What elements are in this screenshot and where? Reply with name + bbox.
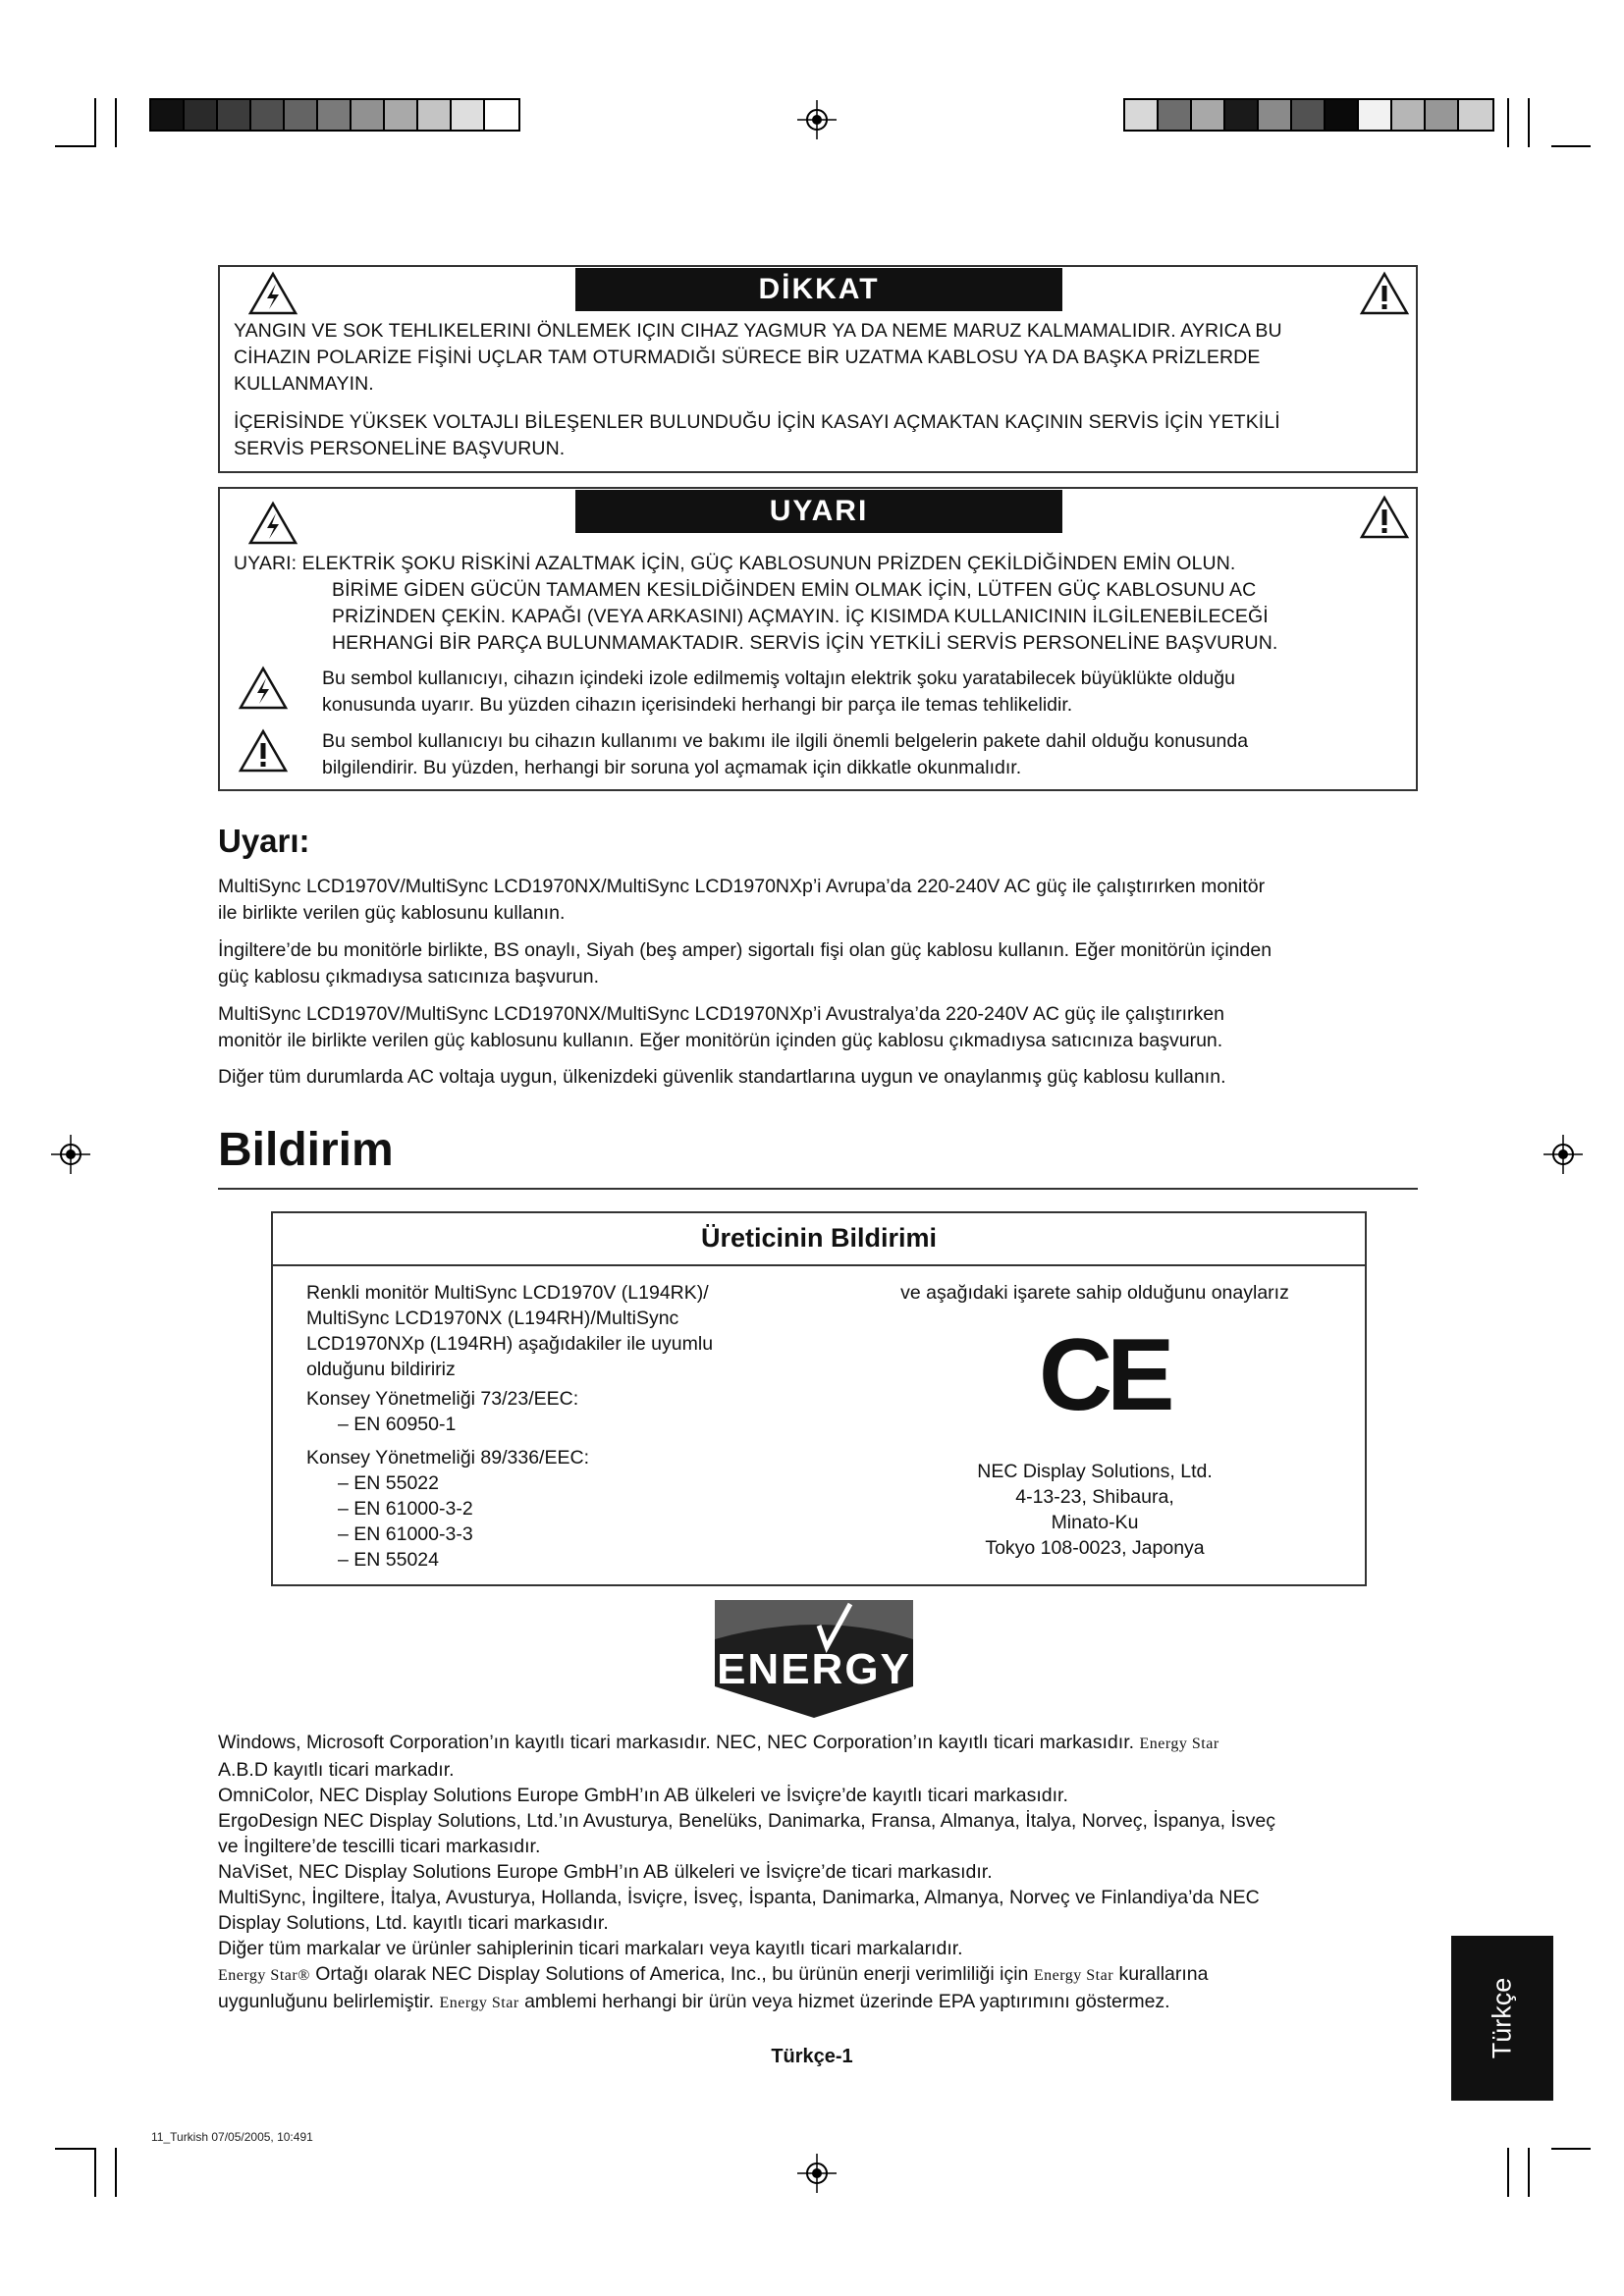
color-swatch: [485, 100, 518, 130]
color-swatch: [185, 100, 218, 130]
registration-mark-icon: [1543, 1135, 1583, 1174]
color-bar-left: [149, 98, 520, 132]
color-swatch: [1292, 100, 1326, 130]
energy-star-rules-text: kurallarına: [1118, 1963, 1209, 1985]
trademark-other: Diğer tüm markalar ve ürünler sahiplerinin ticari markaları veya kayıtlı ticari markalarıdır.: [218, 1938, 963, 1959]
dikkat-heading: DİKKAT: [575, 268, 1062, 311]
trademarks-block: [218, 1730, 1418, 2016]
uyari-paragraph-3: MultiSync LCD1970V/MultiSync LCD1970NX/MultiSync LCD1970NXp’i Avustralya’da 220-240V AC güç ile çalıştırırken monitör ile birlikte verilen güç kablosunu kullanın. Eğer monitörün içinden güç kablosu çıkmadıysa satıcınıza başvurun.: [218, 1003, 1224, 1051]
trademark-windows-nec: Windows, Microsoft Corporation’ın kayıtlı ticari markasıdır. NEC, NEC Corporation’ın kayıtlı ticari markasıdır.: [218, 1732, 1135, 1753]
color-swatch: [1259, 100, 1292, 130]
color-swatch: [418, 100, 452, 130]
declaration-right-intro: ve aşağıdaki işarete sahip olduğunu onaylarız: [900, 1282, 1289, 1304]
lightning-warning-icon: [247, 271, 298, 316]
manufacturer-declaration-box: [271, 1211, 1367, 1586]
language-side-tab-label: Türkçe: [1487, 1977, 1517, 2059]
uyari-heading: UYARI: [575, 490, 1062, 533]
color-swatch: [318, 100, 352, 130]
color-swatch: [1392, 100, 1426, 130]
energy-logo-text: ENERGY: [717, 1645, 911, 1693]
exclamation-warning-icon: [238, 728, 289, 774]
footer-slug: 11_Turkish 07/05/2005, 10:491: [151, 2130, 313, 2144]
energy-star-conformity-text: uygunluğunu belirlemiştir.: [218, 1991, 435, 2012]
color-swatch: [1159, 100, 1192, 130]
energy-star-name: Energy Star®: [218, 1967, 310, 1984]
dikkat-text: YANGIN VE SOK TEHLIKELERINI ÖNLEMEK IÇIN CIHAZ YAGMUR YA DA NEME MARUZ KALMAMALIDIR. AYRICA BU CİHAZIN POLARİZE FİŞİNİ UÇLAR TAM OTURMADIĞI SÜRECE BİR UZATMA KABLOSU YA DA BAŞKA PRİZLERDE KULLANMAYIN. İÇERİSİNDE YÜKSEK VOLTAJLI BİLEŞENLER BULUNDUĞU İÇİN KASAYI AÇMAKTAN KAÇININ SERVİS İÇİN YETKİLİ SERVİS PERSONELİNE BAŞVURUN.: [234, 320, 1282, 459]
exclamation-warning-icon: [1359, 271, 1410, 316]
color-swatch: [218, 100, 251, 130]
bildirim-rule: [218, 1188, 1418, 1190]
uyari-paragraph-1: MultiSync LCD1970V/MultiSync LCD1970NX/MultiSync LCD1970NXp’i Avrupa’da 220-240V AC güç ile çalıştırırken monitör ile birlikte verilen güç kablosunu kullanın.: [218, 876, 1266, 924]
dikkat-box: [218, 265, 1418, 473]
trademark-ergodesign-2: ve İngiltere’de tescilli ticari markasıdır.: [218, 1836, 541, 1857]
trademark-multisync-1: MultiSync, İngiltere, İtalya, Avusturya, Hollanda, İsviçre, İsveç, İspanta, Danimarka, Almanya, Norveç ve Finlandiya’da NEC: [218, 1887, 1260, 1908]
color-swatch: [352, 100, 385, 130]
color-swatch: [1426, 100, 1459, 130]
color-swatch: [151, 100, 185, 130]
lightning-warning-icon: [247, 501, 298, 546]
energy-star-logo: [711, 1600, 917, 1718]
energy-star-name: Energy Star: [439, 1995, 519, 2011]
lightning-warning-icon: [238, 666, 289, 711]
page-number: Türkçe-1: [771, 2046, 853, 2067]
ce-mark-icon: CE: [1039, 1318, 1169, 1432]
energy-star-name: Energy Star: [1033, 1967, 1114, 1984]
uyari-box-text: UYARI: ELEKTRİK ŞOKU RİSKİNİ AZALTMAK İÇİN, GÜÇ KABLOSUNUN PRİZDEN ÇEKİLDİĞİNDEN EMİN OLUN. BİRİME GİDEN GÜCÜN TAMAMEN KESİLDİĞİNDEN EMİN OLMAK İÇİN, LÜTFEN GÜÇ KABLOSUNU AC PRİZİNDEN ÇEKİN. KAPAĞI (VEYA ARKASINI) AÇMAYIN. İÇ KISIMDA KULLANICININ İLGİLENEBİLECEĞİ HERHANGİ BİR PARÇA BULUNMAMAKTADIR. SERVİS İÇİN YETKİLİ SERVİS PERSONELİNE BAŞVURUN.: [234, 553, 1278, 654]
color-swatch: [1125, 100, 1159, 130]
color-swatch: [1359, 100, 1392, 130]
color-swatch: [1326, 100, 1359, 130]
color-swatch: [1459, 100, 1492, 130]
registration-mark-icon: [797, 2154, 837, 2193]
declaration-title: Üreticinin Bildirimi: [700, 1223, 938, 1253]
uyari-box: [218, 487, 1418, 791]
declaration-divider: [273, 1264, 1365, 1266]
manufacturer-address: NEC Display Solutions, Ltd. 4-13-23, Shibaura, Minato-Ku Tokyo 108-0023, Japonya: [977, 1461, 1213, 1559]
color-swatch: [452, 100, 485, 130]
trademark-omnicolor: OmniColor, NEC Display Solutions Europe GmbH’ın AB ülkeleri ve İsviçre’de kayıtlı ticari markasıdır.: [218, 1785, 1068, 1806]
energy-star-emblem-text: amblemi herhangi bir ürün veya hizmet üzerinde EPA yaptırımını göstermez.: [524, 1991, 1170, 2012]
uyari-paragraph-4: Diğer tüm durumlarda AC voltaja uygun, ülkenizdeki güvenlik standartlarına uygun ve onaylanmış güç kablosu kullanın.: [218, 1066, 1226, 1088]
registration-mark-icon: [51, 1135, 90, 1174]
symbol2-description: Bu sembol kullanıcıyı bu cihazın kullanımı ve bakımı ile ilgili önemli belgelerin pakete dahil olduğu konusunda bilgilendirir. Bu yüzden, herhangi bir soruna yol açmamak için dikkatle okunmalıdır.: [322, 730, 1249, 778]
exclamation-warning-icon: [1359, 495, 1410, 540]
symbol1-description: Bu sembol kullanıcıyı, cihazın içindeki izole edilmemiş voltajın elektrik şoku yaratabilecek büyüklükte olduğu konusunda uyarır. Bu yüzden cihazın içerisindeki herhangi bir parça ile temas tehlikelidir.: [322, 667, 1235, 716]
registration-mark-icon: [797, 100, 837, 139]
trademark-usa: A.B.D kayıtlı ticari markadır.: [218, 1759, 455, 1781]
trademark-multisync-2: Display Solutions, Ltd. kayıtlı ticari markasıdır.: [218, 1912, 609, 1934]
energy-star-partner-text: Ortağı olarak NEC Display Solutions of America, Inc., bu ürünün enerji verimliliği için: [315, 1963, 1029, 1985]
color-swatch: [251, 100, 285, 130]
uyari-paragraph-2: İngiltere’de bu monitörle birlikte, BS onaylı, Siyah (beş amper) sigortalı fişi olan güç kablosu kullanın. Eğer monitörün içinden güç kablosu çıkmadıysa satıcınıza başvurun.: [218, 939, 1272, 988]
color-bar-right: [1123, 98, 1494, 132]
energy-star-name: Energy Star: [1139, 1735, 1219, 1752]
declaration-left-column: Renkli monitör MultiSync LCD1970V (L194RK)/ MultiSync LCD1970NX (L194RH)/MultiSync LCD1970NXp (L194RH) aşağıdakiler ile uyumlu olduğunu bildiririz Konsey Yönetmeliği 73/23/EEC: – EN 60950-1 Konsey Yönetmeliği 89/336/EEC: – EN 55022 – EN 61000-3-2 – EN 61000-3-3 – EN 55024: [306, 1282, 714, 1571]
uyari-section-title: Uyarı:: [218, 823, 310, 859]
color-swatch: [1225, 100, 1259, 130]
color-swatch: [285, 100, 318, 130]
language-side-tab: [1451, 1936, 1553, 2101]
trademark-ergodesign-1: ErgoDesign NEC Display Solutions, Ltd.’ın Avusturya, Benelüks, Danimarka, Fransa, Almanya, İtalya, Norveç, İspanya, İsveç: [218, 1810, 1275, 1832]
trademark-naviset: NaViSet, NEC Display Solutions Europe GmbH’ın AB ülkeleri ve İsviçre’de ticari markasıdır.: [218, 1861, 993, 1883]
color-swatch: [385, 100, 418, 130]
bildirim-title: Bildirim: [218, 1124, 394, 1176]
color-swatch: [1192, 100, 1225, 130]
